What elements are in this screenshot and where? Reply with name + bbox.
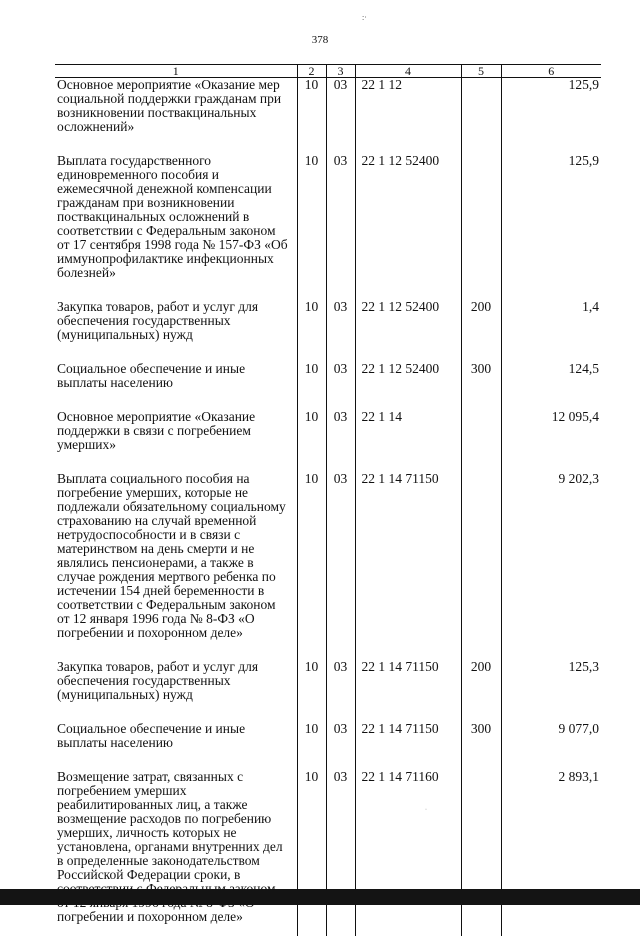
column-header: 6: [501, 65, 601, 78]
row-expense-type: 300: [461, 362, 501, 390]
table-header-row: [55, 65, 601, 78]
row-expense-type: [461, 472, 501, 640]
row-section: 10: [297, 362, 326, 390]
row-section: 10: [297, 472, 326, 640]
row-subsection: 03: [326, 78, 355, 135]
column-header: 2: [297, 65, 326, 78]
row-section: 10: [297, 300, 326, 342]
row-target-code: 22 1 12 52400: [355, 154, 461, 280]
row-name: Социальное обеспечение и иные выплаты населению: [55, 362, 297, 390]
row-spacer: [55, 342, 601, 362]
row-target-code: 22 1 12: [355, 78, 461, 135]
budget-table: [55, 64, 601, 936]
row-amount: 125,9: [501, 78, 601, 135]
row-target-code: 22 1 12 52400: [355, 300, 461, 342]
row-amount: 125,3: [501, 660, 601, 702]
row-target-code: 22 1 14 71150: [355, 660, 461, 702]
row-section: 10: [297, 722, 326, 750]
scan-speck: ·: [425, 807, 427, 813]
row-amount: 9 202,3: [501, 472, 601, 640]
row-name: Основное мероприятие «Оказание поддержки в связи с погребением умерших»: [55, 410, 297, 452]
table-row: [55, 410, 601, 452]
row-spacer: [55, 452, 601, 472]
row-amount: 12 095,4: [501, 410, 601, 452]
row-name: Закупка товаров, работ и услуг для обеспечения государственных (муниципальных) нужд: [55, 300, 297, 342]
table-row: [55, 472, 601, 640]
row-subsection: 03: [326, 722, 355, 750]
row-section: 10: [297, 410, 326, 452]
row-section: 10: [297, 154, 326, 280]
row-subsection: 03: [326, 770, 355, 924]
scan-speck: :·: [362, 13, 367, 22]
row-subsection: 03: [326, 410, 355, 452]
row-section: 10: [297, 770, 326, 924]
row-target-code: 22 1 14 71160: [355, 770, 461, 924]
row-spacer: [55, 390, 601, 410]
row-target-code: 22 1 14 71150: [355, 722, 461, 750]
column-header: 5: [461, 65, 501, 78]
row-name: Выплата государственного единовременного пособия и ежемесячной денежной компенсации гражданам при возникновении поствакцинальных осложнений в соответствии с Федеральным законом от 17 сентября 1998 года № 157-ФЗ «Об иммунопрофилактике инфекционных болезней»: [55, 154, 297, 280]
row-section: 10: [297, 78, 326, 135]
table-row: [55, 300, 601, 342]
row-name: Социальное обеспечение и иные выплаты населению: [55, 722, 297, 750]
row-amount: 125,9: [501, 154, 601, 280]
row-spacer: [55, 750, 601, 770]
row-subsection: 03: [326, 154, 355, 280]
row-subsection: 03: [326, 472, 355, 640]
row-spacer: [55, 280, 601, 300]
table-row: [55, 78, 601, 135]
row-amount: 9 077,0: [501, 722, 601, 750]
row-expense-type: [461, 154, 501, 280]
scan-bottom-edge: [0, 889, 640, 905]
row-spacer: [55, 924, 601, 936]
table-row: [55, 362, 601, 390]
row-subsection: 03: [326, 300, 355, 342]
row-spacer: [55, 640, 601, 660]
row-expense-type: 300: [461, 722, 501, 750]
row-target-code: 22 1 14: [355, 410, 461, 452]
row-subsection: 03: [326, 362, 355, 390]
table-row: [55, 154, 601, 280]
row-name: Закупка товаров, работ и услуг для обеспечения государственных (муниципальных) нужд: [55, 660, 297, 702]
row-expense-type: [461, 78, 501, 135]
row-name: Выплата социального пособия на погребение умерших, которые не подлежали обязательному социальному страхованию на случай временной нетрудоспособности и в связи с материнством на день смерти и не являлись пенсионерами, а также в случае рождения мертвого ребенка по истечении 154 дней беременности в соответствии с Федеральным законом от 12 января 1996 года № 8-ФЗ «О погребении и похоронном деле»: [55, 472, 297, 640]
row-target-code: 22 1 14 71150: [355, 472, 461, 640]
column-header: 1: [55, 65, 297, 78]
row-expense-type: [461, 410, 501, 452]
column-header: 3: [326, 65, 355, 78]
row-name: Возмещение затрат, связанных с погребением умерших реабилитированных лиц, а также возмещение расходов по погребению умерших, личность которых не установлена, органами внутренних дел в определенные законодательством Российской Федерации сроки, в погребении и похоронном деле»: [55, 770, 297, 924]
row-spacer: [55, 702, 601, 722]
row-section: 10: [297, 660, 326, 702]
row-target-code: 22 1 12 52400: [355, 362, 461, 390]
row-amount: 2 893,1: [501, 770, 601, 924]
row-amount: 1,4: [501, 300, 601, 342]
table-row: [55, 722, 601, 750]
table-row: [55, 660, 601, 702]
row-amount: 124,5: [501, 362, 601, 390]
row-name: Основное мероприятие «Оказание мер социальной поддержки гражданам при возникновении поствакцинальных осложнений»: [55, 78, 297, 135]
page-number: 378: [311, 34, 329, 46]
row-subsection: 03: [326, 660, 355, 702]
column-header: 4: [355, 65, 461, 78]
row-spacer: [55, 134, 601, 154]
row-expense-type: 200: [461, 660, 501, 702]
row-expense-type: 200: [461, 300, 501, 342]
